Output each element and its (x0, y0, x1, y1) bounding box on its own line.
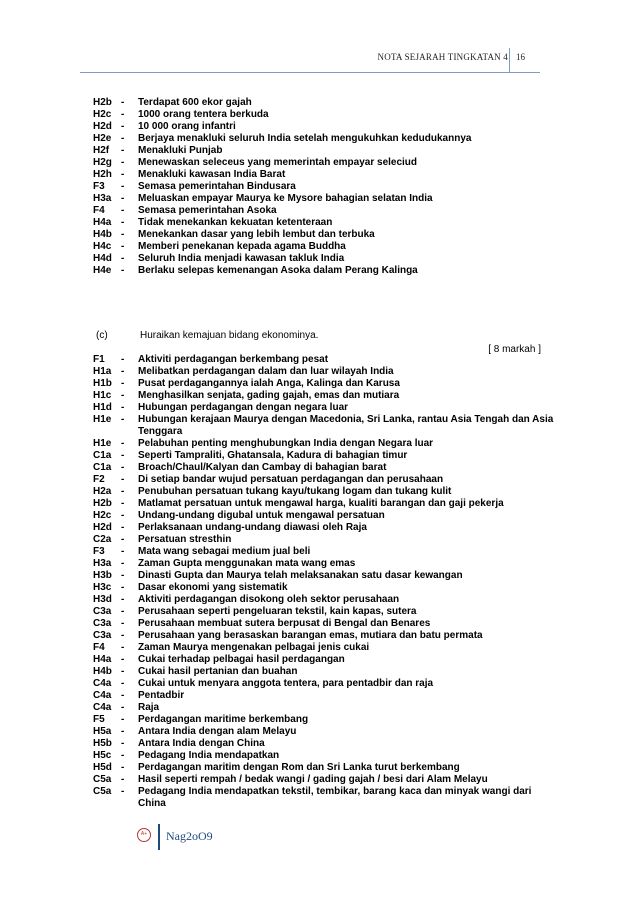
list-item (93, 558, 563, 570)
list-item (93, 97, 563, 109)
item-code: H2f (93, 145, 110, 156)
item-dash: - (121, 678, 125, 689)
item-dash: - (121, 241, 125, 252)
list-item (93, 498, 563, 510)
list-item (93, 265, 563, 277)
item-code: H1d (93, 402, 112, 413)
item-dash: - (121, 181, 125, 192)
item-dash: - (121, 546, 125, 557)
item-dash: - (121, 109, 125, 120)
item-code: H2b (93, 498, 112, 509)
item-dash: - (121, 738, 125, 749)
item-code: F1 (93, 354, 105, 365)
item-text: Dasar ekonomi yang sistematik (138, 582, 288, 593)
item-text: Pelabuhan penting menghubungkan India dengan Negara luar (138, 438, 434, 449)
logo-icon: A+ (137, 828, 151, 842)
list-item (93, 642, 563, 654)
item-dash: - (121, 690, 125, 701)
item-text: Antara India dengan China (138, 738, 265, 749)
item-text: Persatuan stresthin (138, 534, 232, 545)
item-code: H5d (93, 762, 112, 773)
item-text: Melibatkan perdagangan dalam dan luar wilayah India (138, 366, 394, 377)
list-item (93, 582, 563, 594)
list-item (93, 546, 563, 558)
list-item (93, 786, 563, 810)
list-item (93, 486, 563, 498)
item-code: H2d (93, 121, 112, 132)
item-dash: - (121, 522, 125, 533)
item-text: Zaman Gupta menggunakan mata wang emas (138, 558, 356, 569)
item-dash: - (121, 217, 125, 228)
item-code: H2e (93, 133, 112, 144)
item-code: H3a (93, 558, 112, 569)
item-text: Menekankan dasar yang lebih lembut dan terbuka (138, 229, 375, 240)
list-item (93, 678, 563, 690)
item-text: Perdagangan maritim dengan Rom dan Sri Lanka turut berkembang (138, 762, 460, 773)
item-code: H1a (93, 366, 112, 377)
item-code: H3b (93, 570, 112, 581)
item-dash: - (121, 666, 125, 677)
item-text: Pedagang India mendapatkan (138, 750, 280, 761)
item-dash: - (121, 133, 125, 144)
item-dash: - (121, 498, 125, 509)
list-item (93, 654, 563, 666)
item-dash: - (121, 534, 125, 545)
item-code: C2a (93, 534, 112, 545)
list-item (93, 714, 563, 726)
item-code: H4b (93, 229, 112, 240)
item-dash: - (121, 438, 125, 449)
footer-text: Nag2oO9 (166, 829, 213, 843)
list-item (93, 738, 563, 750)
item-text: Menakluki Punjab (138, 145, 223, 156)
list-item (93, 570, 563, 582)
list-item (93, 666, 563, 678)
item-code: H4a (93, 654, 112, 665)
list-item (93, 510, 563, 522)
item-code: H4c (93, 241, 112, 252)
list-item (93, 414, 563, 438)
item-code: C3a (93, 618, 112, 629)
item-dash: - (121, 618, 125, 629)
item-code: H1b (93, 378, 112, 389)
item-dash: - (121, 558, 125, 569)
item-text: Seluruh India menjadi kawasan takluk India (138, 253, 345, 264)
item-text: Zaman Maurya mengenakan pelbagai jenis cukai (138, 642, 370, 653)
item-code: H2g (93, 157, 112, 168)
item-text: Raja (138, 702, 160, 713)
item-text: Cukai untuk menyara anggota tentera, para pentadbir dan raja (138, 678, 434, 689)
item-dash: - (121, 253, 125, 264)
item-text: Pusat perdagangannya ialah Anga, Kalinga dan Karusa (138, 378, 400, 389)
list-item (93, 618, 563, 630)
item-dash: - (121, 157, 125, 168)
answer-list-c (93, 354, 563, 810)
question-text: Huraikan kemajuan bidang ekonominya. (140, 330, 319, 341)
item-code: C5a (93, 786, 112, 797)
item-text: Mata wang sebagai medium jual beli (138, 546, 311, 557)
item-code: H5b (93, 738, 112, 749)
answer-list-b (93, 97, 563, 277)
item-text: Perusahaan seperti pengeluaran tekstil, kain kapas, sutera (138, 606, 417, 617)
item-text: Perlaksanaan undang-undang diawasi oleh Raja (138, 522, 367, 533)
item-code: H2a (93, 486, 112, 497)
item-code: F4 (93, 205, 105, 216)
item-dash: - (121, 265, 125, 276)
item-code: H1e (93, 414, 112, 425)
list-item (93, 594, 563, 606)
item-text: Aktiviti perdagangan disokong oleh sektor perusahaan (138, 594, 400, 605)
item-dash: - (121, 786, 125, 797)
item-code: F3 (93, 546, 105, 557)
item-dash: - (121, 774, 125, 785)
item-dash: - (121, 714, 125, 725)
item-dash: - (121, 378, 125, 389)
item-text: Memberi penekanan kepada agama Buddha (138, 241, 346, 252)
footer-divider (158, 824, 160, 850)
item-code: H4b (93, 666, 112, 677)
item-text: Perusahaan yang berasaskan barangan emas, mutiara dan batu permata (138, 630, 483, 641)
item-code: C4a (93, 690, 112, 701)
item-dash: - (121, 366, 125, 377)
item-code: C1a (93, 450, 112, 461)
item-text: Perdagangan maritime berkembang (138, 714, 309, 725)
list-item (93, 193, 563, 205)
item-text: 1000 orang tentera berkuda (138, 109, 269, 120)
item-text: 10 000 orang infantri (138, 121, 236, 132)
item-text: Tidak menekankan kekuatan ketenteraan (138, 217, 333, 228)
item-text: Berjaya menakluki seluruh India setelah mengukuhkan kedudukannya (138, 133, 472, 144)
list-item (93, 181, 563, 193)
list-item (93, 450, 563, 462)
item-code: H5a (93, 726, 112, 737)
list-item (93, 354, 563, 366)
item-text: Dinasti Gupta dan Maurya telah melaksanakan satu dasar kewangan (138, 570, 463, 581)
header-divider (509, 48, 510, 72)
list-item (93, 390, 563, 402)
item-dash: - (121, 702, 125, 713)
item-dash: - (121, 486, 125, 497)
item-text: Hubungan perdagangan dengan negara luar (138, 402, 349, 413)
item-text: Berlaku selepas kemenangan Asoka dalam Perang Kalinga (138, 265, 418, 276)
list-item (93, 378, 563, 390)
list-item (93, 750, 563, 762)
item-code: H3a (93, 193, 112, 204)
item-dash: - (121, 654, 125, 665)
item-code: H2d (93, 522, 112, 533)
item-text: Menghasilkan senjata, gading gajah, emas dan mutiara (138, 390, 400, 401)
item-text: Meluaskan empayar Maurya ke Mysore bahagian selatan India (138, 193, 433, 204)
item-code: F5 (93, 714, 105, 725)
item-text: Di setiap bandar wujud persatuan perdagangan dan perusahaan (138, 474, 444, 485)
item-dash: - (121, 594, 125, 605)
list-item (93, 690, 563, 702)
item-dash: - (121, 462, 125, 473)
header-title: NOTA SEJARAH TINGKATAN 4 (377, 52, 508, 62)
list-item (93, 606, 563, 618)
item-text: Menewaskan seleceus yang memerintah empayar seleciud (138, 157, 418, 168)
list-item (93, 762, 563, 774)
item-code: H4d (93, 253, 112, 264)
item-text: Hasil seperti rempah / bedak wangi / gading gajah / besi dari Alam Melayu (138, 774, 488, 785)
item-code: H2h (93, 169, 112, 180)
item-text: Undang-undang digubal untuk mengawal persatuan (138, 510, 385, 521)
list-item (93, 630, 563, 642)
item-text: Pentadbir (138, 690, 185, 701)
list-item (93, 726, 563, 738)
item-text: Terdapat 600 ekor gajah (138, 97, 252, 108)
item-text: Aktiviti perdagangan berkembang pesat (138, 354, 329, 365)
item-dash: - (121, 169, 125, 180)
list-item (93, 438, 563, 450)
item-text: Penubuhan persatuan tukang kayu/tukang logam dan tukang kulit (138, 486, 452, 497)
list-item (93, 702, 563, 714)
list-item (93, 402, 563, 414)
list-item (93, 474, 563, 486)
list-item (93, 534, 563, 546)
item-dash: - (121, 582, 125, 593)
item-dash: - (121, 121, 125, 132)
item-code: H3c (93, 582, 112, 593)
page-header (0, 48, 638, 70)
item-dash: - (121, 762, 125, 773)
item-dash: - (121, 354, 125, 365)
item-code: C4a (93, 702, 112, 713)
item-dash: - (121, 97, 125, 108)
question-number: (c) (96, 330, 108, 341)
page-number: 16 (516, 52, 525, 62)
item-dash: - (121, 474, 125, 485)
item-text: Cukai terhadap pelbagai hasil perdagangan (138, 654, 345, 665)
list-item (93, 229, 563, 241)
item-text: Menakluki kawasan India Barat (138, 169, 286, 180)
header-rule (80, 72, 540, 73)
item-code: C3a (93, 606, 112, 617)
item-text: Antara India dengan alam Melayu (138, 726, 297, 737)
item-dash: - (121, 390, 125, 401)
item-dash: - (121, 630, 125, 641)
list-item (93, 157, 563, 169)
item-text: Semasa pemerintahan Asoka (138, 205, 277, 216)
item-dash: - (121, 510, 125, 521)
list-item (93, 121, 563, 133)
item-dash: - (121, 414, 125, 425)
item-code: C4a (93, 678, 112, 689)
list-item (93, 522, 563, 534)
item-text: Hubungan kerajaan Maurya dengan Macedonia, Sri Lanka, rantau Asia Tengah dan Asia Tenggara (138, 414, 554, 437)
list-item (93, 169, 563, 181)
item-text: Broach/Chaul/Kalyan dan Cambay di bahagian barat (138, 462, 387, 473)
list-item (93, 217, 563, 229)
list-item (93, 774, 563, 786)
item-dash: - (121, 750, 125, 761)
list-item (93, 133, 563, 145)
marks-label: [ 8 markah ] (488, 344, 541, 355)
list-item (93, 462, 563, 474)
item-dash: - (121, 145, 125, 156)
item-code: C5a (93, 774, 112, 785)
list-item (93, 253, 563, 265)
list-item (93, 109, 563, 121)
item-dash: - (121, 193, 125, 204)
item-code: C1a (93, 462, 112, 473)
item-dash: - (121, 642, 125, 653)
item-code: H3d (93, 594, 112, 605)
item-text: Perusahaan membuat sutera berpusat di Bengal dan Benares (138, 618, 431, 629)
item-code: H1e (93, 438, 112, 449)
item-text: Semasa pemerintahan Bindusara (138, 181, 296, 192)
item-code: H1c (93, 390, 112, 401)
item-code: H2c (93, 510, 112, 521)
item-code: H4a (93, 217, 112, 228)
item-dash: - (121, 570, 125, 581)
item-code: H2b (93, 97, 112, 108)
item-code: F3 (93, 181, 105, 192)
item-code: F2 (93, 474, 105, 485)
item-text: Pedagang India mendapatkan tekstil, tembikar, barang kaca dan minyak wangi dari China (138, 786, 532, 809)
item-dash: - (121, 229, 125, 240)
item-text: Matlamat persatuan untuk mengawal harga, kualiti barangan dan gaji pekerja (138, 498, 504, 509)
item-dash: - (121, 402, 125, 413)
item-code: H2c (93, 109, 112, 120)
item-text: Seperti Tampraliti, Ghatansala, Kadura di bahagian timur (138, 450, 408, 461)
list-item (93, 366, 563, 378)
list-item (93, 145, 563, 157)
item-dash: - (121, 205, 125, 216)
item-code: C3a (93, 630, 112, 641)
item-dash: - (121, 606, 125, 617)
item-code: H4e (93, 265, 112, 276)
list-item (93, 241, 563, 253)
list-item (93, 205, 563, 217)
item-code: H5c (93, 750, 112, 761)
item-text: Cukai hasil pertanian dan buahan (138, 666, 298, 677)
item-code: F4 (93, 642, 105, 653)
item-dash: - (121, 450, 125, 461)
item-dash: - (121, 726, 125, 737)
